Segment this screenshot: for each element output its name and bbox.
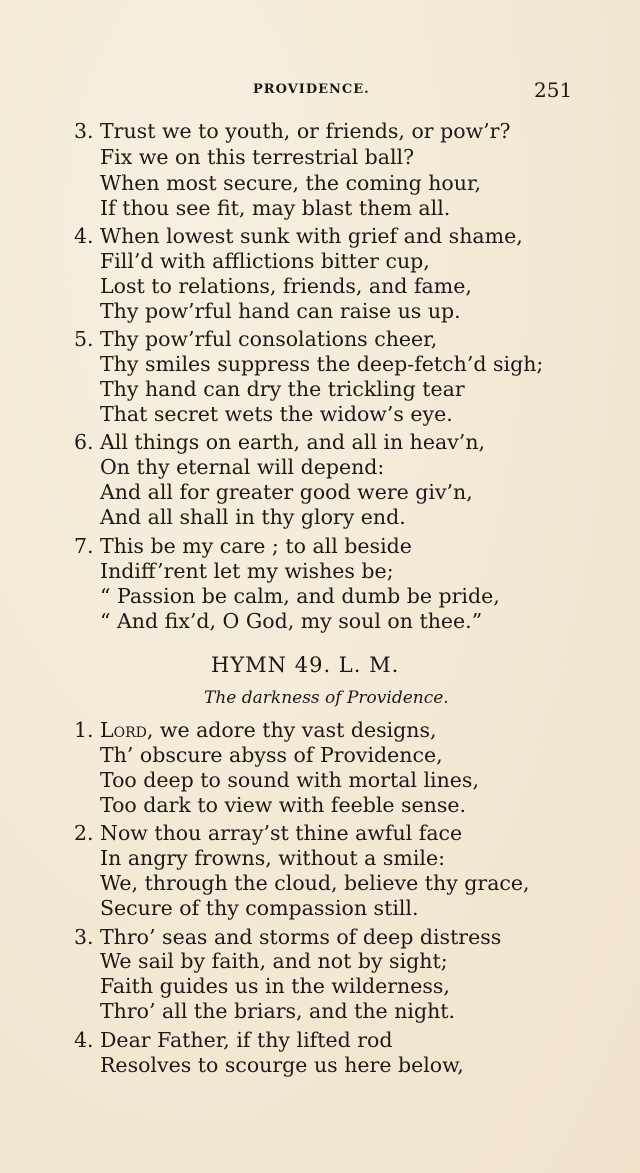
- verse-line: That secret wets the widow’s eye.: [100, 402, 453, 426]
- verse-line: Too deep to sound with mortal lines,: [100, 768, 479, 792]
- verse-line-rest: , we adore thy vast designs,: [146, 718, 437, 742]
- page-number: 251: [534, 78, 573, 102]
- stanza-number: 4.: [74, 1028, 94, 1052]
- stanza-number: 3.: [74, 119, 94, 143]
- verse-line: Lost to relations, friends, and fame,: [100, 274, 472, 298]
- stanza-number: 1.: [74, 718, 94, 742]
- verse-line: This be my care ; to all beside: [100, 534, 412, 558]
- running-head: [0, 78, 640, 102]
- verse-line: Thy smiles suppress the deep-fetch’d sigh;: [100, 352, 544, 376]
- verse-line: Secure of thy compassion still.: [100, 896, 419, 920]
- verse-line: We sail by faith, and not by sight;: [100, 949, 448, 973]
- verse-line: Fix we on this terrestrial ball?: [100, 145, 415, 169]
- stanza-number: 6.: [74, 430, 94, 454]
- verse-line: [100, 717, 437, 743]
- verse-line: Thy hand can dry the trickling tear: [100, 377, 465, 401]
- verse-line: On thy eternal will depend:: [100, 455, 385, 479]
- hymn-subtitle: The darkness of Providence.: [204, 688, 449, 708]
- verse-line: Faith guides us in the wilderness,: [100, 974, 450, 998]
- verse-line: “ Passion be calm, and dumb be pride,: [100, 584, 500, 608]
- verse-line: “ And fix’d, O God, my soul on thee.”: [100, 609, 483, 633]
- verse-line: Too dark to view with feeble sense.: [100, 793, 467, 817]
- verse-line: Thro’ all the briars, and the night.: [100, 999, 456, 1023]
- verse-line: If thou see fit, may blast them all.: [100, 196, 451, 220]
- stanza-number: 7.: [74, 534, 94, 558]
- stanza-number: 3.: [74, 925, 94, 949]
- verse-line: And all for greater good were giv’n,: [100, 480, 473, 504]
- verse-line: Now thou array’st thine awful face: [100, 821, 463, 845]
- stanza-number: 2.: [74, 821, 94, 845]
- verse-line: Fill’d with afflictions bitter cup,: [100, 249, 430, 273]
- verse-line: All things on earth, and all in heav’n,: [100, 430, 486, 454]
- verse-line: Trust we to youth, or friends, or pow’r?: [100, 119, 511, 143]
- stanza-number: 4.: [74, 224, 94, 248]
- verse-line: When lowest sunk with grief and shame,: [100, 224, 523, 248]
- verse-line: We, through the cloud, believe thy grace,: [100, 871, 530, 895]
- verse-line: Th’ obscure abyss of Providence,: [100, 743, 443, 767]
- first-word-small-caps: Lord: [100, 718, 147, 742]
- verse-line: Thy pow’rful hand can raise us up.: [100, 299, 461, 323]
- stanza-number: 5.: [74, 327, 94, 351]
- verse-line: When most secure, the coming hour,: [100, 171, 482, 195]
- verse-line: In angry frowns, without a smile:: [100, 846, 445, 870]
- verse-line: Thro’ seas and storms of deep distress: [100, 925, 502, 949]
- verse-line: Resolves to scourge us here below,: [100, 1053, 464, 1077]
- verse-line: And all shall in thy glory end.: [100, 505, 406, 529]
- running-head-title: PROVIDENCE.: [253, 82, 370, 97]
- verse-line: Thy pow’rful consolations cheer,: [100, 327, 438, 351]
- hymn-title: HYMN 49. L. M.: [211, 653, 400, 677]
- verse-line: Dear Father, if thy lifted rod: [100, 1028, 393, 1052]
- verse-line: Indiff’rent let my wishes be;: [100, 559, 394, 583]
